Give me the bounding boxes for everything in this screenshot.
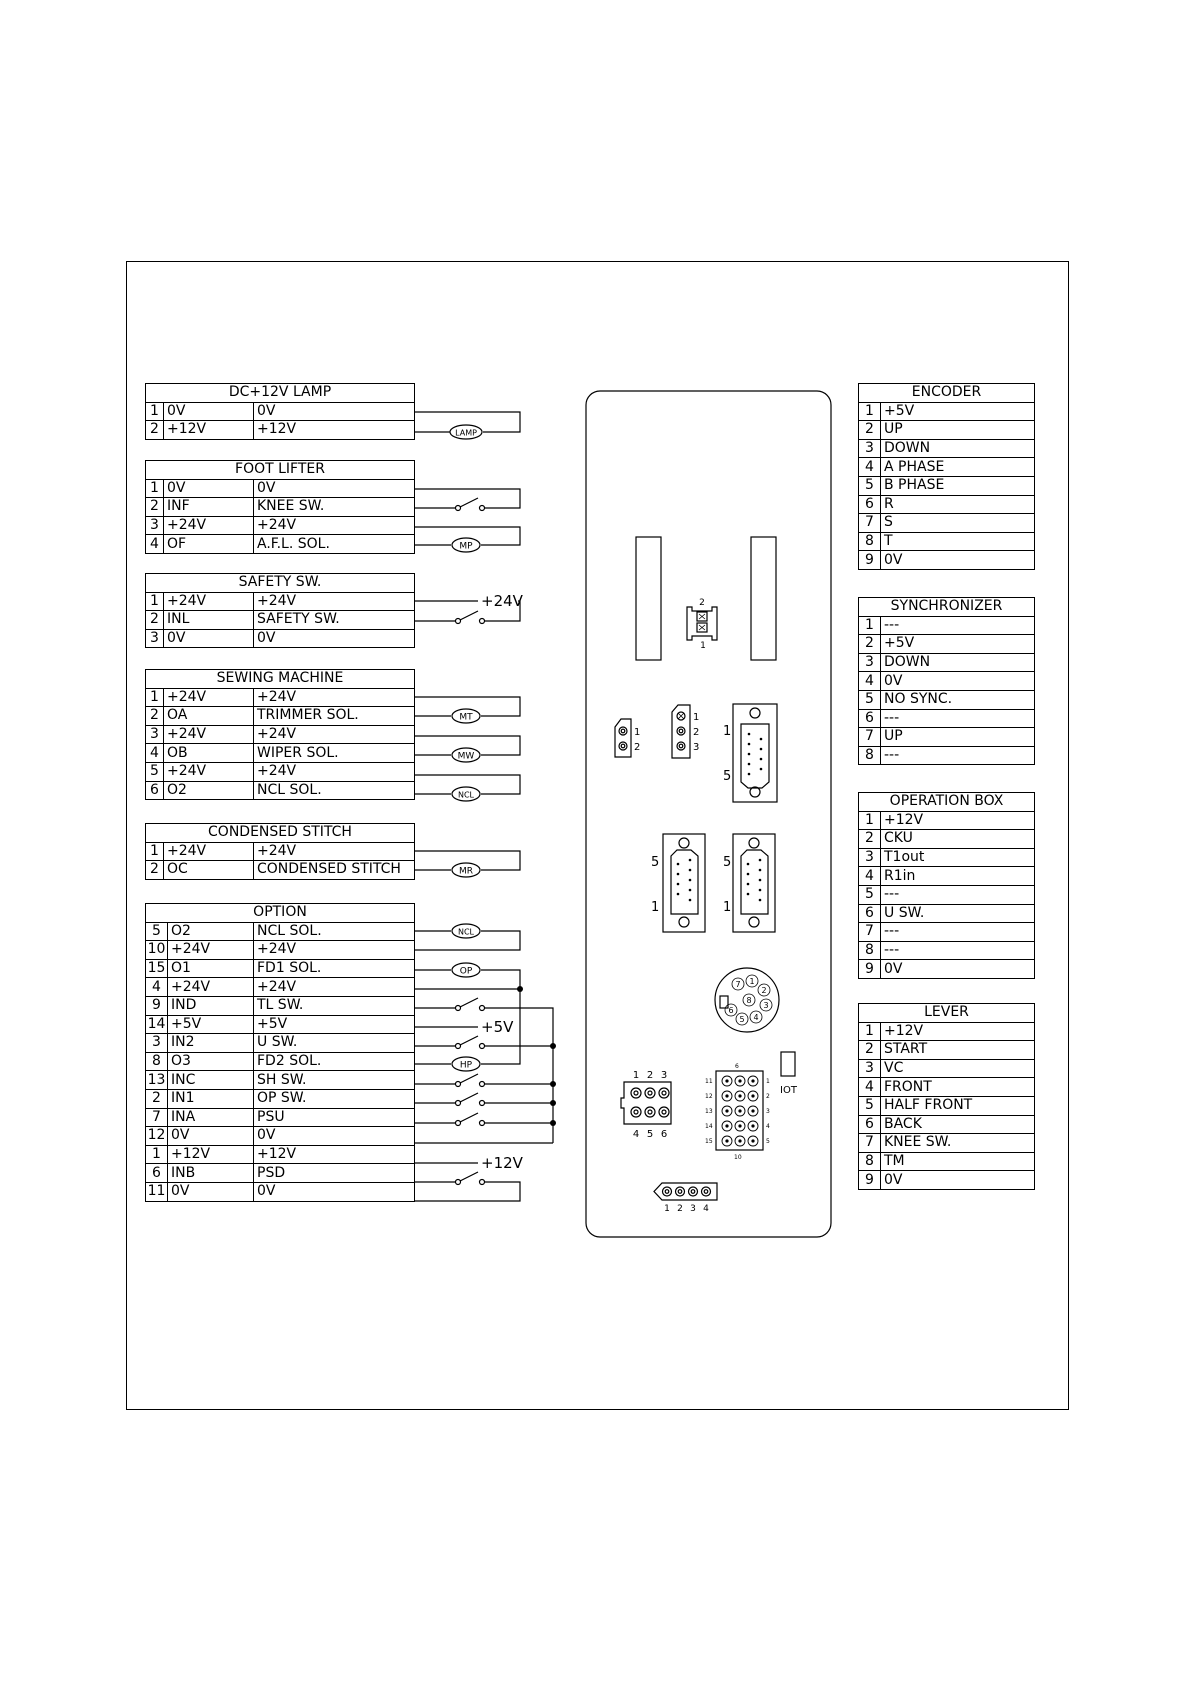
table-row: 9 0V xyxy=(859,1171,1035,1190)
two-pin-connector xyxy=(615,719,640,757)
three-pin-connector xyxy=(672,705,699,758)
table-title: ENCODER xyxy=(859,384,1035,403)
table-row: 10 +24V +24V xyxy=(146,941,415,960)
pin-label: 3 xyxy=(766,1108,770,1115)
table-row: 3 0V 0V xyxy=(146,629,415,648)
pin-label: 3 xyxy=(763,1001,769,1010)
pin-label: 2 xyxy=(693,727,700,738)
iot-connector xyxy=(780,1052,798,1096)
table-title: LEVER xyxy=(859,1004,1035,1023)
table-row: 8 --- xyxy=(859,941,1035,960)
table-row: 4 +24V +24V xyxy=(146,978,415,997)
pin-label: 1 xyxy=(723,724,732,739)
table-title: OPTION xyxy=(146,904,415,923)
table-row: 1 +12V xyxy=(859,811,1035,830)
ncl-label: NCL xyxy=(457,927,475,937)
table-title: FOOT LIFTER xyxy=(146,461,415,480)
pin-label: 5 xyxy=(739,1015,745,1024)
pin-label: 15 xyxy=(705,1138,713,1145)
table-row: 6 INB PSD xyxy=(146,1164,415,1183)
table-row: 4 A PHASE xyxy=(859,458,1035,477)
pin-label: 1 xyxy=(634,727,641,738)
round-din-connector xyxy=(715,968,779,1032)
pin-label: 2 xyxy=(634,742,641,753)
table-row: 5 +24V +24V xyxy=(146,762,415,781)
table-row: 2 +5V xyxy=(859,635,1035,654)
table-row: 15 O1 FD1 SOL. xyxy=(146,959,415,978)
pin-label: 2 xyxy=(677,1204,683,1214)
v12-label: +12V xyxy=(481,1154,523,1172)
table-row: 1 +24V +24V xyxy=(146,842,415,861)
pin-label: 10 xyxy=(734,1154,742,1161)
pin-label: 6 xyxy=(728,1006,734,1015)
table-row: 4 FRONT xyxy=(859,1078,1035,1097)
table-row: 9 0V xyxy=(859,551,1035,570)
table-row: 1 0V 0V xyxy=(146,479,415,498)
switch-contact-icon xyxy=(456,506,461,511)
table-row: 1 0V 0V xyxy=(146,402,415,421)
four-pin-connector xyxy=(654,1183,717,1214)
mp-label: MP xyxy=(459,541,473,552)
connector-panel xyxy=(586,391,831,1237)
switch-blade xyxy=(460,498,478,507)
lamp-label: LAMP xyxy=(455,428,477,438)
junction-dot xyxy=(550,1100,556,1106)
table-row: 1 +24V +24V xyxy=(146,592,415,611)
pin-label: 1 xyxy=(749,977,755,986)
table-row: 14 +5V +5V xyxy=(146,1015,415,1034)
pin-label: 3 xyxy=(690,1204,696,1214)
table-row: 2 CKU xyxy=(859,830,1035,849)
pin-label: 13 xyxy=(705,1108,713,1115)
table-row: 1 +12V xyxy=(859,1022,1035,1041)
table-row: 2 START xyxy=(859,1041,1035,1060)
fifteen-pin-connector xyxy=(705,1063,770,1161)
option-circuit xyxy=(415,924,556,1201)
table-row: 2 OA TRIMMER SOL. xyxy=(146,707,415,726)
v5-label: +5V xyxy=(481,1018,514,1036)
pin-label: 2 xyxy=(761,986,767,995)
table-row: 2 INF KNEE SW. xyxy=(146,498,415,517)
junction-dot xyxy=(550,1081,556,1087)
pin-label: 5 xyxy=(651,855,660,870)
pin-label: 1 xyxy=(632,1070,640,1081)
table-row: 8 T xyxy=(859,532,1035,551)
pin-label: 12 xyxy=(705,1093,713,1100)
table-row: 2 INL SAFETY SW. xyxy=(146,611,415,630)
mw-label: MW xyxy=(457,751,475,762)
pin-label: 5 xyxy=(766,1138,770,1145)
table-row: 1 +5V xyxy=(859,402,1035,421)
pin-label: 6 xyxy=(660,1129,668,1140)
pin-label: 3 xyxy=(660,1070,668,1081)
table-row: 9 0V xyxy=(859,960,1035,979)
pin-label: 6 xyxy=(735,1063,739,1070)
pin-label: 1 xyxy=(664,1204,670,1214)
right-slot xyxy=(751,537,776,660)
pin-label: 2 xyxy=(699,598,705,608)
table-row: 1 +12V +12V xyxy=(146,1145,415,1164)
table-row: 1 --- xyxy=(859,616,1035,635)
pin-label: 7 xyxy=(735,980,741,989)
pin-label: 1 xyxy=(700,641,706,651)
table-row: 4 OF A.F.L. SOL. xyxy=(146,535,415,554)
table-title: CONDENSED STITCH xyxy=(146,824,415,843)
condensed-stitch-circuit xyxy=(415,851,520,877)
pin-label: 1 xyxy=(723,900,732,915)
foot-lifter-circuit xyxy=(415,489,520,552)
table-row: 3 VC xyxy=(859,1059,1035,1078)
table-row: 8 TM xyxy=(859,1152,1035,1171)
table-row: 8 --- xyxy=(859,746,1035,765)
table-title: OPERATION BOX xyxy=(859,793,1035,812)
switch-contact-icon xyxy=(480,506,485,511)
pin-label: 4 xyxy=(703,1204,709,1214)
table-row: 7 KNEE SW. xyxy=(859,1134,1035,1153)
table-row: 1 +24V +24V xyxy=(146,688,415,707)
pin-label: 11 xyxy=(705,1078,713,1085)
pin-label: 4 xyxy=(766,1123,770,1130)
table-row: 3 +24V +24V xyxy=(146,516,415,535)
table-row: 2 OC CONDENSED STITCH xyxy=(146,861,415,880)
table-title: SAFETY SW. xyxy=(146,574,415,593)
pin-label: 1 xyxy=(651,900,660,915)
table-row: 3 IN2 U SW. xyxy=(146,1034,415,1053)
table-row: 7 INA PSU xyxy=(146,1108,415,1127)
table-row: 6 BACK xyxy=(859,1115,1035,1134)
table-title: DC+12V LAMP xyxy=(146,384,415,403)
table-row: 5 O2 NCL SOL. xyxy=(146,922,415,941)
table-row: 3 DOWN xyxy=(859,439,1035,458)
table-row: 6 --- xyxy=(859,709,1035,728)
pin-label: 2 xyxy=(646,1070,654,1081)
pin-label: 5 xyxy=(646,1129,654,1140)
table-row: 3 DOWN xyxy=(859,653,1035,672)
sewing-machine-circuit xyxy=(415,697,520,801)
mr-label: MR xyxy=(458,866,474,877)
center-connector xyxy=(687,598,717,651)
iot-label: IOT xyxy=(780,1085,797,1096)
table-row: 6 U SW. xyxy=(859,904,1035,923)
table-row: 11 0V 0V xyxy=(146,1182,415,1201)
six-pin-connector xyxy=(621,1070,671,1140)
table-row: 3 +24V +24V xyxy=(146,725,415,744)
pin-label: 1 xyxy=(693,712,700,723)
table-row: 8 O3 FD2 SOL. xyxy=(146,1052,415,1071)
pin-label: 8 xyxy=(746,996,752,1005)
v24-label: +24V xyxy=(481,592,523,610)
table-row: 6 O2 NCL SOL. xyxy=(146,781,415,800)
switch-contact-icon xyxy=(456,619,461,624)
mt-label: MT xyxy=(459,712,473,723)
table-row: 5 NO SYNC. xyxy=(859,690,1035,709)
op-label: OP xyxy=(459,966,473,977)
table-row: 9 IND TL SW. xyxy=(146,996,415,1015)
pin-label: 3 xyxy=(693,742,700,753)
junction-dot xyxy=(550,1120,556,1126)
table-row: 4 OB WIPER SOL. xyxy=(146,744,415,763)
pin-label: 4 xyxy=(632,1129,640,1140)
table-row: 2 +12V +12V xyxy=(146,421,415,440)
table-row: 7 S xyxy=(859,514,1035,533)
table-row: 6 R xyxy=(859,495,1035,514)
table-row: 7 --- xyxy=(859,923,1035,942)
pin-label: 2 xyxy=(766,1093,770,1100)
table-row: 2 IN1 OP SW. xyxy=(146,1089,415,1108)
pin-label: 5 xyxy=(723,855,732,870)
table-title: SYNCHRONIZER xyxy=(859,598,1035,617)
db9-connector-upper xyxy=(723,704,777,802)
table-row: 3 T1out xyxy=(859,848,1035,867)
pin-label: 1 xyxy=(766,1078,770,1085)
lamp-circuit xyxy=(415,412,520,439)
pin-label: 14 xyxy=(705,1123,713,1130)
junction-dot xyxy=(550,1043,556,1049)
table-row: 5 --- xyxy=(859,885,1035,904)
table-row: 12 0V 0V xyxy=(146,1127,415,1146)
hp-label: HP xyxy=(459,1060,473,1071)
table-row: 5 B PHASE xyxy=(859,476,1035,495)
ncl-label: NCL xyxy=(457,790,475,800)
table-row: 7 UP xyxy=(859,728,1035,747)
table-row: 4 R1in xyxy=(859,867,1035,886)
table-row: 13 INC SH SW. xyxy=(146,1071,415,1090)
table-title: SEWING MACHINE xyxy=(146,670,415,689)
table-row: 5 HALF FRONT xyxy=(859,1096,1035,1115)
pin-label: 5 xyxy=(723,769,732,784)
safety-switch-circuit xyxy=(415,592,524,624)
switch-contact-icon xyxy=(480,619,485,624)
left-slot xyxy=(636,537,661,660)
table-row: 2 UP xyxy=(859,421,1035,440)
junction-dot xyxy=(517,986,523,992)
db9-connector-lower-left xyxy=(651,834,705,932)
pin-label: 4 xyxy=(753,1013,759,1022)
table-row: 4 0V xyxy=(859,672,1035,691)
db9-connector-lower-right xyxy=(723,834,775,932)
